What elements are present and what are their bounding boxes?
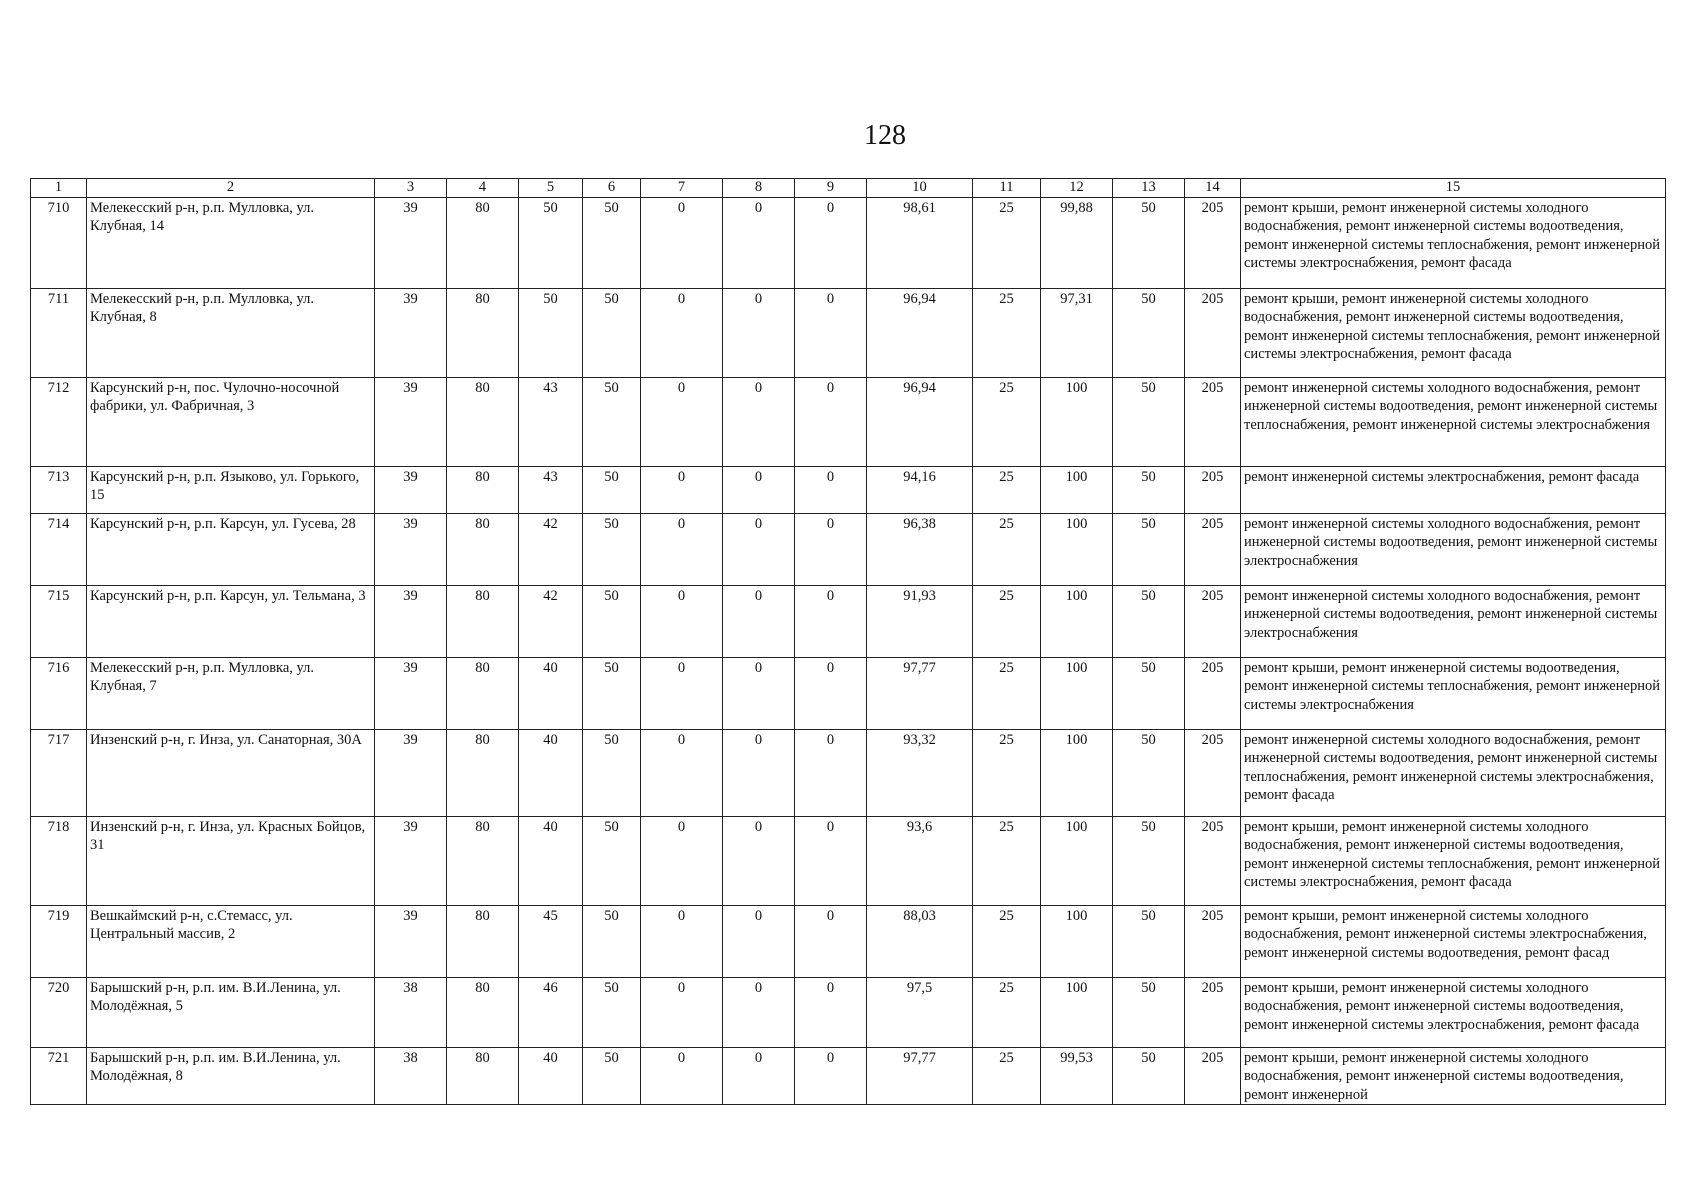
value-cell-c8: 0 — [723, 730, 795, 817]
value-cell-c12: 97,31 — [1041, 289, 1113, 378]
value-cell-c10: 93,6 — [867, 817, 973, 906]
value-cell-c7: 0 — [641, 467, 723, 514]
value-cell-c6: 50 — [583, 378, 641, 467]
column-header: 12 — [1041, 179, 1113, 198]
value-cell-c10: 97,5 — [867, 978, 973, 1048]
address-cell: Мелекесский р-н, р.п. Мулловка, ул. Клубная, 14 — [87, 198, 375, 289]
value-cell-c6: 50 — [583, 658, 641, 730]
value-cell-c5: 42 — [519, 514, 583, 586]
header-row — [31, 179, 1666, 198]
value-cell-c5: 40 — [519, 658, 583, 730]
value-cell-c11: 25 — [973, 289, 1041, 378]
address-cell: Мелекесский р-н, р.п. Мулловка, ул. Клубная, 7 — [87, 658, 375, 730]
row-number: 720 — [31, 978, 87, 1048]
value-cell-c10: 91,93 — [867, 586, 973, 658]
address-cell: Вешкаймский р-н, с.Стемасс, ул. Центральный массив, 2 — [87, 906, 375, 978]
value-cell-c11: 25 — [973, 378, 1041, 467]
row-number: 712 — [31, 378, 87, 467]
row-number: 719 — [31, 906, 87, 978]
value-cell-c9: 0 — [795, 978, 867, 1048]
value-cell-c13: 50 — [1113, 730, 1185, 817]
value-cell-c10: 88,03 — [867, 906, 973, 978]
works-cell: ремонт инженерной системы холодного водоснабжения, ремонт инженерной системы водоотведения, ремонт инженерной системы электроснабжения — [1241, 514, 1666, 586]
table-row — [31, 467, 1666, 514]
address-cell: Карсунский р-н, р.п. Языково, ул. Горького, 15 — [87, 467, 375, 514]
value-cell-c8: 0 — [723, 378, 795, 467]
value-cell-c3: 39 — [375, 586, 447, 658]
value-cell-c4: 80 — [447, 1048, 519, 1105]
value-cell-c7: 0 — [641, 658, 723, 730]
value-cell-c7: 0 — [641, 289, 723, 378]
value-cell-c6: 50 — [583, 467, 641, 514]
value-cell-c3: 39 — [375, 906, 447, 978]
column-header: 11 — [973, 179, 1041, 198]
value-cell-c10: 96,94 — [867, 378, 973, 467]
row-number: 714 — [31, 514, 87, 586]
value-cell-c3: 39 — [375, 730, 447, 817]
value-cell-c6: 50 — [583, 586, 641, 658]
value-cell-c6: 50 — [583, 817, 641, 906]
value-cell-c7: 0 — [641, 198, 723, 289]
value-cell-c4: 80 — [447, 978, 519, 1048]
table-body — [31, 198, 1666, 1105]
value-cell-c9: 0 — [795, 1048, 867, 1105]
value-cell-c4: 80 — [447, 467, 519, 514]
works-cell: ремонт инженерной системы холодного водоснабжения, ремонт инженерной системы водоотведения, ремонт инженерной системы теплоснабжения, ремонт инженерной системы электроснабжения — [1241, 378, 1666, 467]
value-cell-c7: 0 — [641, 514, 723, 586]
row-number: 721 — [31, 1048, 87, 1105]
value-cell-c9: 0 — [795, 514, 867, 586]
table-row — [31, 514, 1666, 586]
value-cell-c9: 0 — [795, 586, 867, 658]
value-cell-c4: 80 — [447, 514, 519, 586]
value-cell-c12: 99,88 — [1041, 198, 1113, 289]
table-row — [31, 289, 1666, 378]
table-row — [31, 658, 1666, 730]
works-cell: ремонт крыши, ремонт инженерной системы холодного водоснабжения, ремонт инженерной системы водоотведения, ремонт инженерной системы электроснабжения, ремонт фасада — [1241, 978, 1666, 1048]
value-cell-c9: 0 — [795, 906, 867, 978]
column-header: 4 — [447, 179, 519, 198]
value-cell-c13: 50 — [1113, 1048, 1185, 1105]
table-row — [31, 906, 1666, 978]
table-row — [31, 978, 1666, 1048]
value-cell-c13: 50 — [1113, 289, 1185, 378]
value-cell-c3: 39 — [375, 378, 447, 467]
value-cell-c3: 39 — [375, 198, 447, 289]
row-number: 717 — [31, 730, 87, 817]
value-cell-c8: 0 — [723, 198, 795, 289]
value-cell-c8: 0 — [723, 658, 795, 730]
page-number: 128 — [864, 120, 906, 151]
value-cell-c4: 80 — [447, 378, 519, 467]
column-header: 2 — [87, 179, 375, 198]
value-cell-c12: 99,53 — [1041, 1048, 1113, 1105]
value-cell-c13: 50 — [1113, 906, 1185, 978]
address-cell: Барышский р-н, р.п. им. В.И.Ленина, ул. Молодёжная, 5 — [87, 978, 375, 1048]
value-cell-c11: 25 — [973, 658, 1041, 730]
value-cell-c6: 50 — [583, 978, 641, 1048]
value-cell-c8: 0 — [723, 289, 795, 378]
value-cell-c14: 205 — [1185, 378, 1241, 467]
value-cell-c10: 97,77 — [867, 1048, 973, 1105]
value-cell-c3: 39 — [375, 817, 447, 906]
value-cell-c9: 0 — [795, 378, 867, 467]
value-cell-c5: 50 — [519, 289, 583, 378]
row-number: 715 — [31, 586, 87, 658]
works-cell: ремонт инженерной системы холодного водоснабжения, ремонт инженерной системы водоотведения, ремонт инженерной системы теплоснабжения, ремонт инженерной системы электроснабжения, ремонт фасада — [1241, 730, 1666, 817]
column-header: 7 — [641, 179, 723, 198]
value-cell-c7: 0 — [641, 906, 723, 978]
value-cell-c14: 205 — [1185, 467, 1241, 514]
address-cell: Мелекесский р-н, р.п. Мулловка, ул. Клубная, 8 — [87, 289, 375, 378]
value-cell-c14: 205 — [1185, 586, 1241, 658]
value-cell-c13: 50 — [1113, 978, 1185, 1048]
value-cell-c7: 0 — [641, 378, 723, 467]
row-number: 718 — [31, 817, 87, 906]
value-cell-c12: 100 — [1041, 514, 1113, 586]
value-cell-c9: 0 — [795, 467, 867, 514]
value-cell-c7: 0 — [641, 978, 723, 1048]
value-cell-c12: 100 — [1041, 817, 1113, 906]
value-cell-c8: 0 — [723, 1048, 795, 1105]
value-cell-c12: 100 — [1041, 978, 1113, 1048]
value-cell-c8: 0 — [723, 906, 795, 978]
value-cell-c5: 50 — [519, 198, 583, 289]
value-cell-c10: 97,77 — [867, 658, 973, 730]
value-cell-c6: 50 — [583, 289, 641, 378]
value-cell-c3: 39 — [375, 289, 447, 378]
address-cell: Карсунский р-н, пос. Чулочно-носочной фабрики, ул. Фабричная, 3 — [87, 378, 375, 467]
works-cell: ремонт инженерной системы холодного водоснабжения, ремонт инженерной системы водоотведения, ремонт инженерной системы электроснабжения — [1241, 586, 1666, 658]
row-number: 710 — [31, 198, 87, 289]
value-cell-c14: 205 — [1185, 198, 1241, 289]
value-cell-c4: 80 — [447, 586, 519, 658]
value-cell-c5: 40 — [519, 1048, 583, 1105]
value-cell-c8: 0 — [723, 467, 795, 514]
address-cell: Карсунский р-н, р.п. Карсун, ул. Тельмана, 3 — [87, 586, 375, 658]
works-cell: ремонт крыши, ремонт инженерной системы холодного водоснабжения, ремонт инженерной системы водоотведения, ремонт инженерной системы теплоснабжения, ремонт инженерной системы электроснабжения, ремонт фасада — [1241, 817, 1666, 906]
value-cell-c6: 50 — [583, 1048, 641, 1105]
value-cell-c11: 25 — [973, 198, 1041, 289]
value-cell-c4: 80 — [447, 817, 519, 906]
value-cell-c8: 0 — [723, 978, 795, 1048]
row-number: 716 — [31, 658, 87, 730]
value-cell-c11: 25 — [973, 906, 1041, 978]
value-cell-c4: 80 — [447, 730, 519, 817]
works-cell: ремонт крыши, ремонт инженерной системы холодного водоснабжения, ремонт инженерной системы водоотведения, ремонт инженерной системы теплоснабжения, ремонт инженерной системы электроснабжения, ремонт фасада — [1241, 198, 1666, 289]
value-cell-c5: 40 — [519, 817, 583, 906]
value-cell-c5: 43 — [519, 378, 583, 467]
value-cell-c11: 25 — [973, 817, 1041, 906]
table-row — [31, 817, 1666, 906]
value-cell-c14: 205 — [1185, 658, 1241, 730]
value-cell-c9: 0 — [795, 198, 867, 289]
value-cell-c13: 50 — [1113, 817, 1185, 906]
row-number: 713 — [31, 467, 87, 514]
value-cell-c11: 25 — [973, 467, 1041, 514]
column-header: 5 — [519, 179, 583, 198]
works-cell: ремонт крыши, ремонт инженерной системы водоотведения, ремонт инженерной системы теплоснабжения, ремонт инженерной системы электроснабжения — [1241, 658, 1666, 730]
value-cell-c9: 0 — [795, 730, 867, 817]
column-header: 13 — [1113, 179, 1185, 198]
value-cell-c13: 50 — [1113, 658, 1185, 730]
value-cell-c5: 45 — [519, 906, 583, 978]
table-row — [31, 378, 1666, 467]
value-cell-c11: 25 — [973, 514, 1041, 586]
value-cell-c8: 0 — [723, 514, 795, 586]
value-cell-c3: 39 — [375, 658, 447, 730]
works-cell: ремонт инженерной системы электроснабжения, ремонт фасада — [1241, 467, 1666, 514]
value-cell-c10: 93,32 — [867, 730, 973, 817]
column-header: 10 — [867, 179, 973, 198]
value-cell-c7: 0 — [641, 586, 723, 658]
value-cell-c7: 0 — [641, 817, 723, 906]
value-cell-c10: 96,94 — [867, 289, 973, 378]
value-cell-c3: 39 — [375, 467, 447, 514]
value-cell-c10: 98,61 — [867, 198, 973, 289]
value-cell-c4: 80 — [447, 658, 519, 730]
value-cell-c8: 0 — [723, 586, 795, 658]
value-cell-c13: 50 — [1113, 198, 1185, 289]
value-cell-c8: 0 — [723, 817, 795, 906]
table-row — [31, 586, 1666, 658]
table-row — [31, 730, 1666, 817]
value-cell-c9: 0 — [795, 817, 867, 906]
value-cell-c12: 100 — [1041, 906, 1113, 978]
value-cell-c13: 50 — [1113, 467, 1185, 514]
value-cell-c5: 42 — [519, 586, 583, 658]
value-cell-c11: 25 — [973, 586, 1041, 658]
value-cell-c14: 205 — [1185, 514, 1241, 586]
column-header: 8 — [723, 179, 795, 198]
value-cell-c14: 205 — [1185, 817, 1241, 906]
value-cell-c5: 46 — [519, 978, 583, 1048]
address-cell: Инзенский р-н, г. Инза, ул. Красных Бойцов, 31 — [87, 817, 375, 906]
value-cell-c6: 50 — [583, 730, 641, 817]
table-row — [31, 198, 1666, 289]
value-cell-c12: 100 — [1041, 730, 1113, 817]
value-cell-c12: 100 — [1041, 586, 1113, 658]
works-cell: ремонт крыши, ремонт инженерной системы холодного водоснабжения, ремонт инженерной системы водоотведения, ремонт инженерной — [1241, 1048, 1666, 1105]
value-cell-c3: 38 — [375, 978, 447, 1048]
value-cell-c14: 205 — [1185, 730, 1241, 817]
table-row — [31, 1048, 1666, 1105]
value-cell-c14: 205 — [1185, 289, 1241, 378]
address-cell: Карсунский р-н, р.п. Карсун, ул. Гусева, 28 — [87, 514, 375, 586]
value-cell-c12: 100 — [1041, 658, 1113, 730]
value-cell-c10: 94,16 — [867, 467, 973, 514]
column-header: 3 — [375, 179, 447, 198]
row-number: 711 — [31, 289, 87, 378]
column-header: 15 — [1241, 179, 1666, 198]
works-cell: ремонт крыши, ремонт инженерной системы холодного водоснабжения, ремонт инженерной системы электроснабжения, ремонт инженерной системы водоотведения, ремонт фасад — [1241, 906, 1666, 978]
value-cell-c13: 50 — [1113, 586, 1185, 658]
address-cell: Барышский р-н, р.п. им. В.И.Ленина, ул. Молодёжная, 8 — [87, 1048, 375, 1105]
value-cell-c5: 40 — [519, 730, 583, 817]
value-cell-c7: 0 — [641, 730, 723, 817]
value-cell-c13: 50 — [1113, 514, 1185, 586]
value-cell-c4: 80 — [447, 906, 519, 978]
column-header: 6 — [583, 179, 641, 198]
value-cell-c12: 100 — [1041, 378, 1113, 467]
value-cell-c3: 39 — [375, 514, 447, 586]
value-cell-c11: 25 — [973, 978, 1041, 1048]
value-cell-c7: 0 — [641, 1048, 723, 1105]
value-cell-c11: 25 — [973, 730, 1041, 817]
value-cell-c14: 205 — [1185, 978, 1241, 1048]
registry-table — [30, 178, 1666, 1105]
value-cell-c4: 80 — [447, 289, 519, 378]
value-cell-c3: 38 — [375, 1048, 447, 1105]
value-cell-c4: 80 — [447, 198, 519, 289]
value-cell-c14: 205 — [1185, 906, 1241, 978]
value-cell-c6: 50 — [583, 514, 641, 586]
column-header: 9 — [795, 179, 867, 198]
value-cell-c14: 205 — [1185, 1048, 1241, 1105]
value-cell-c10: 96,38 — [867, 514, 973, 586]
column-header: 14 — [1185, 179, 1241, 198]
value-cell-c6: 50 — [583, 198, 641, 289]
address-cell: Инзенский р-н, г. Инза, ул. Санаторная, 30А — [87, 730, 375, 817]
value-cell-c11: 25 — [973, 1048, 1041, 1105]
value-cell-c5: 43 — [519, 467, 583, 514]
column-header: 1 — [31, 179, 87, 198]
works-cell: ремонт крыши, ремонт инженерной системы холодного водоснабжения, ремонт инженерной системы водоотведения, ремонт инженерной системы теплоснабжения, ремонт инженерной системы электроснабжения, ремонт фасада — [1241, 289, 1666, 378]
value-cell-c9: 0 — [795, 289, 867, 378]
value-cell-c12: 100 — [1041, 467, 1113, 514]
value-cell-c9: 0 — [795, 658, 867, 730]
value-cell-c6: 50 — [583, 906, 641, 978]
value-cell-c13: 50 — [1113, 378, 1185, 467]
